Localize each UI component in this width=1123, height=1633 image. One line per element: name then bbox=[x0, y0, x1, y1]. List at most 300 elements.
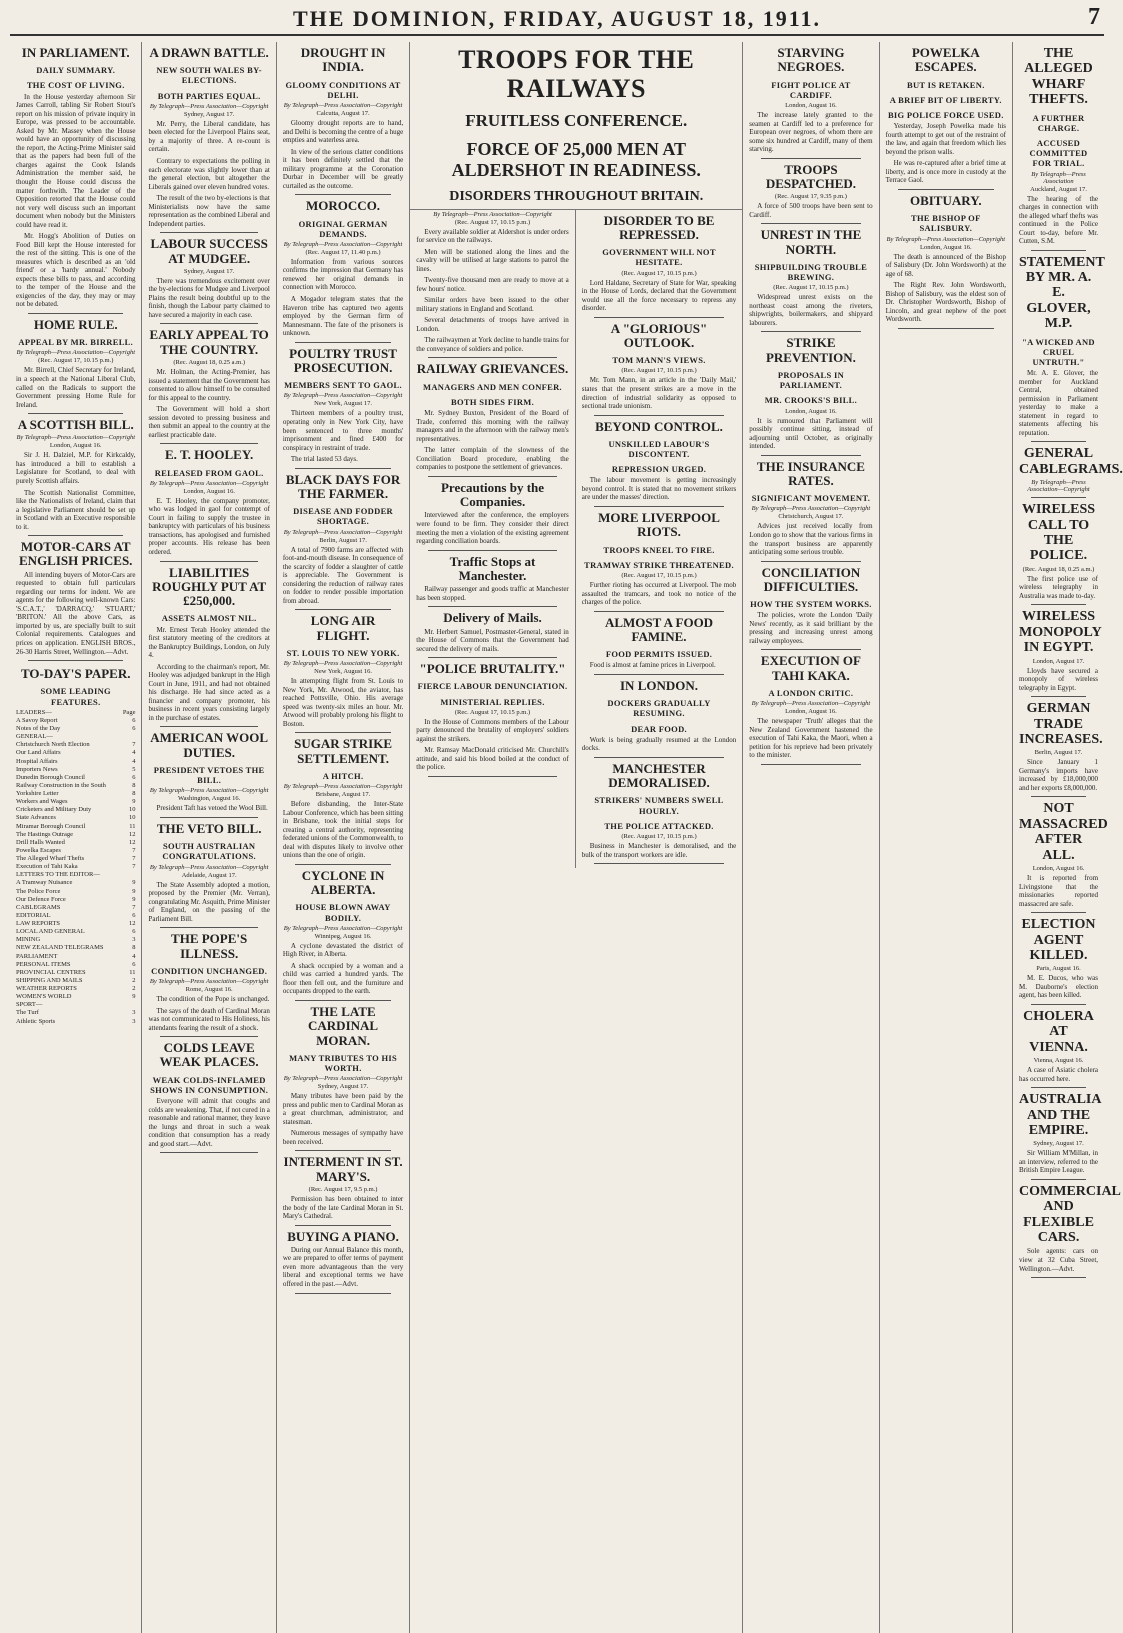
feature-item bbox=[16, 944, 135, 952]
article-paragraph: A force of 500 troops have been sent to Cardiff. bbox=[749, 202, 873, 219]
article-dateline: By Telegraph—Press Association—Copyright bbox=[886, 235, 1006, 243]
article-date: London, August 16. bbox=[183, 487, 235, 495]
article-date: Washington, August 16. bbox=[177, 795, 241, 803]
article bbox=[582, 679, 737, 758]
article-divider bbox=[594, 317, 725, 318]
article-divider bbox=[594, 506, 725, 507]
article-divider bbox=[295, 1225, 391, 1226]
feature-item bbox=[16, 993, 135, 1001]
feature-label: SHIPPING AND MAILS bbox=[16, 976, 83, 984]
feature-label: LEADERS— bbox=[16, 708, 52, 716]
article-divider bbox=[761, 223, 860, 224]
article-subheading: MANAGERS AND MEN CONFER. bbox=[423, 381, 562, 392]
feature-item bbox=[16, 758, 135, 766]
article bbox=[148, 822, 269, 928]
article-divider bbox=[761, 764, 860, 765]
banner-subhead-1: FRUITLESS CONFERENCE. bbox=[465, 111, 688, 131]
feature-label: A Tramway Nuisance bbox=[16, 879, 73, 887]
article-headline: COLDS LEAVE WEAK PLACES. bbox=[159, 1040, 259, 1070]
article-headline: INTERMENT IN ST. MARY'S. bbox=[283, 1154, 403, 1184]
article bbox=[283, 199, 403, 342]
banner-subhead-3: DISORDERS THROUGHOUT BRITAIN. bbox=[449, 188, 704, 204]
feature-label: The Turf bbox=[16, 1009, 39, 1017]
feature-item bbox=[16, 1018, 135, 1026]
article-paragraph: Mr. Perry, the Liberal candidate, has been elected for the Liverpool Plains seat, by a majority of three. A re-count is certain. bbox=[148, 119, 270, 154]
article-dateline: By Telegraph—Press Association—Copyright bbox=[149, 978, 269, 986]
feature-page: 6 bbox=[132, 928, 136, 936]
railway-feature-section bbox=[410, 42, 743, 1633]
article-date: New York, August 17. bbox=[314, 400, 372, 408]
article-subheading: UNSKILLED LABOUR'S DISCONTENT. bbox=[608, 438, 710, 460]
article-headline: AUSTRALIA AND THE EMPIRE. bbox=[1019, 1092, 1102, 1138]
article-divider bbox=[594, 415, 725, 416]
article-subheading: SHIPBUILDING TROUBLE BREWING. bbox=[754, 261, 868, 283]
article-paragraph: Mr. Sydney Buxton, President of the Board of Trade, conferred this morning with the railway managers and in the afternoon with the railway men's representatives. bbox=[416, 409, 569, 443]
feature-page: 3 bbox=[132, 1017, 136, 1025]
article-divider bbox=[428, 476, 557, 477]
feature-page: 8 bbox=[132, 781, 136, 789]
article bbox=[749, 336, 872, 455]
article-paragraph: In the House yesterday afternoon Sir James Carroll, tabling Sir Robert Stout's report on his mission of private inquiry in Europe, was pressed to be accountable. Asked by Mr. Massey when the House would have an opportunity of discussing the report, the Acting-Prime Minister said that as the papers had been full of the charges against the Cook Islands Administration the member said, he thought the House could discuss the matter forthwith. The Leader of the Opposition retorted that the House could not very well discuss such an important document when nobody but the Ministers could have read it. bbox=[16, 92, 136, 229]
feature-label: Yorkshire Letter bbox=[16, 790, 59, 797]
article-paragraph: E. T. Hooley, the company promoter, who was lodged in gaol for contempt of Court in failing to supply the trustee in bankruptcy with particulars of his business transactions, has apologised and furnished proper accounts. His release has been ordered. bbox=[148, 496, 270, 556]
article-subheading: WEAK COLDS-INFLAMED SHOWS IN CONSUMPTION. bbox=[150, 1074, 269, 1095]
article-paragraph: Mr. A. E. Glover, the member for Auckland Central, obtained permission in Parliament yesterday to make a statement in regard to statements affecting his reputation. bbox=[1019, 369, 1099, 437]
feature-page: 9 bbox=[132, 879, 136, 887]
article-date: (Rec. August 17, 9.35 p.m.) bbox=[774, 193, 847, 201]
article-paragraph: Yesterday, Joseph Powelka made his fourth attempt to get out of the restraint of the law, and again that freedom which lies beyond the prison walls. bbox=[885, 122, 1007, 156]
article-divider bbox=[898, 328, 994, 329]
feature-item bbox=[16, 928, 135, 936]
feature-label: LAW REPORTS bbox=[16, 920, 60, 927]
article-paragraph: The Right Rev. John Wordsworth, Bishop of Salisbury, was the eldest son of Dr. Christopher Wordsworth, Bishop of Lincoln, and great nephew of the poet Wordsworth. bbox=[885, 281, 1007, 324]
article-headline: TROOPS DESPATCHED. bbox=[765, 161, 857, 191]
article-divider bbox=[594, 674, 725, 675]
article bbox=[283, 1230, 403, 1294]
feature-page: 9 bbox=[132, 895, 136, 903]
article-divider bbox=[1031, 250, 1086, 251]
banner-subhead-2: FORCE OF 25,000 MEN AT ALDERSHOT IN READINESS. bbox=[451, 139, 701, 180]
feature-label: NEW ZEALAND TELEGRAMS bbox=[16, 944, 104, 952]
article-divider bbox=[1031, 441, 1086, 442]
article bbox=[283, 1005, 403, 1151]
article-subheading: ST. LOUIS TO NEW YORK. bbox=[286, 647, 400, 658]
railway-left-column bbox=[410, 210, 576, 868]
article bbox=[886, 194, 1006, 329]
article-headline: A "GLORIOUS" OUTLOOK. bbox=[610, 320, 708, 350]
article-dateline: By Telegraph—Press Association—Copyright bbox=[283, 660, 403, 668]
article-headline: GERMAN TRADE INCREASES. bbox=[1019, 701, 1103, 747]
article-date: Sydney, August 17. bbox=[1033, 1140, 1084, 1148]
article-dateline: By Telegraph—Press Association—Copyright bbox=[283, 924, 403, 932]
article bbox=[148, 1041, 269, 1153]
article-paragraph: It is rumoured that Parliament will possibly continue sitting, instead of adjourning until October, as originally intended. bbox=[749, 416, 873, 451]
column-3 bbox=[277, 42, 410, 1633]
article-paragraph: It is reported from Livingstone that the missionaries reported massacred are safe. bbox=[1019, 874, 1099, 908]
feature-page: 7 bbox=[132, 846, 136, 854]
article-headline: NOT MASSACRED AFTER ALL. bbox=[1019, 801, 1108, 863]
article-date: London, August 16. bbox=[785, 101, 837, 109]
article-divider bbox=[428, 776, 557, 777]
article-date: London, August 16. bbox=[49, 442, 102, 450]
article bbox=[283, 737, 403, 865]
article-paragraph: Permission has been obtained to inter the body of the late Cardinal Moran in St. Mary's Cathedral. bbox=[282, 1195, 404, 1221]
article-date: (Rec. August 17, 10.15 p.m.) bbox=[621, 367, 697, 375]
article-date: London, August 16. bbox=[919, 243, 972, 251]
article-paragraph: Advices just received locally from London go to show that the various firms in the transport business are apparently anticipating some serious trouble. bbox=[749, 522, 873, 557]
article-subheading: BOTH SIDES FIRM. bbox=[451, 396, 534, 407]
feature-label: WEATHER REPORTS bbox=[16, 985, 77, 992]
masthead-title: THE DOMINION, FRIDAY, AUGUST 18, 1911. bbox=[292, 6, 822, 31]
article-paragraph: Thirteen members of a poultry trust, operating only in New York City, have been sentenced to three months' imprisonment and fined £400 for conspiracy in restraint of trade. bbox=[282, 409, 404, 452]
article-subheading: THE COST OF LIVING. bbox=[26, 80, 125, 91]
article bbox=[582, 420, 737, 507]
article bbox=[1019, 1092, 1102, 1180]
article-paragraph: The death is announced of the Bishop of Salisbury (Dr. John Wordsworth) at the age of 68. bbox=[885, 252, 1007, 278]
article-date: (Rec. August 17, 10.15 p.m.) bbox=[621, 269, 697, 277]
article-paragraph: Sir J. H. Dalziel, M.P. for Kirkcaldy, has introduced a bill to establish a Legislature for Scotland, to deal with purely Scottish affairs. bbox=[16, 451, 136, 485]
article-dateline: By Telegraph—Press Association—Copyright bbox=[149, 479, 269, 487]
article-paragraph: M. E. Ducos, who was M. Dauborne's election agent, has been killed. bbox=[1019, 974, 1099, 1000]
feature-page: Page bbox=[122, 708, 136, 716]
article-divider bbox=[1031, 604, 1086, 605]
article-headline: HOME RULE. bbox=[33, 316, 118, 332]
article-paragraph: Information from various sources confirms the impression that Germany has renewed her original demands in connection with Morocco. bbox=[282, 257, 404, 292]
article-paragraph: Interviewed after the conference, the employers were found to be firm. They consider their direct meeting the men a violation of the existing agreement regarding conciliation boards. bbox=[416, 511, 569, 546]
feature-item bbox=[16, 969, 135, 977]
article-headline: LIABILITIES ROUGHLY PUT AT £250,000. bbox=[152, 564, 267, 609]
column-8 bbox=[1013, 42, 1123, 1633]
article bbox=[886, 46, 1006, 190]
feature-label: Notes of the Day bbox=[16, 725, 61, 732]
column-1 bbox=[10, 42, 142, 1633]
article-subheading: FIGHT POLICE AT CARDIFF. bbox=[771, 79, 851, 100]
article-subheading: MINISTERIAL REPLIES. bbox=[440, 696, 545, 707]
article-divider bbox=[28, 313, 123, 314]
article-subheading: MEMBERS SENT TO GAOL. bbox=[284, 380, 402, 391]
article-headline: RAILWAY GRIEVANCES. bbox=[416, 361, 569, 377]
feature-label: LETTERS TO THE EDITOR— bbox=[16, 871, 100, 879]
article bbox=[749, 654, 872, 764]
article-date: Calcutta, August 17. bbox=[316, 109, 370, 117]
feature-page: 7 bbox=[132, 903, 136, 911]
article-paragraph: The policies, wrote the London 'Daily News' recently, as it said brilliant by the pressing and increasing unrest among railway employees. bbox=[749, 611, 873, 645]
article-divider bbox=[160, 1036, 257, 1037]
feature-item bbox=[16, 871, 135, 879]
feature-item bbox=[16, 855, 135, 863]
article-paragraph: Numerous messages of sympathy have been received. bbox=[282, 1129, 404, 1146]
article-divider bbox=[160, 817, 257, 818]
article-headline: GENERAL CABLEGRAMS. bbox=[1019, 446, 1123, 477]
feature-page: 4 bbox=[132, 757, 136, 765]
article-divider bbox=[295, 1293, 391, 1294]
article-subheading: PRESIDENT VETOES THE BILL. bbox=[153, 765, 265, 786]
article-divider bbox=[898, 189, 994, 190]
article-headline: THE ALLEGED WHARF THEFTS. bbox=[1024, 46, 1093, 108]
article-divider bbox=[761, 455, 860, 456]
article bbox=[1019, 46, 1098, 251]
article-divider bbox=[28, 535, 123, 536]
article-divider bbox=[160, 927, 257, 928]
article bbox=[1019, 801, 1108, 913]
features-subheading: SOME LEADING FEATURES. bbox=[40, 686, 111, 707]
article-date: (Rec. August 17, 10.15 p.m.) bbox=[621, 571, 697, 579]
article-dateline: By Telegraph—Press Association—Copyright bbox=[283, 783, 403, 791]
feature-label: Christchurch North Election bbox=[16, 741, 90, 749]
railway-right-column bbox=[576, 210, 743, 868]
masthead bbox=[10, 0, 1104, 36]
column-3-articles bbox=[283, 46, 403, 1294]
article bbox=[148, 46, 269, 233]
article-paragraph: Mr. Hogg's Abolition of Duties on Food Bill kept the House interested for the rest of the sitting. This is one of the measures which is described as an 'old friend' or a 'hardy annual.' Nobody expects these bills to pass, and according to the temper of the House and the exigencies of the day, they may or may not be debated. bbox=[16, 232, 136, 309]
article-divider bbox=[160, 323, 257, 324]
feature-label: Workers and Wages bbox=[16, 798, 68, 806]
feature-label: Miramar Borough Council bbox=[16, 822, 86, 830]
feature-page: 11 bbox=[129, 822, 136, 830]
article-divider bbox=[160, 561, 257, 562]
feature-page: 12 bbox=[128, 920, 136, 927]
columns bbox=[10, 42, 1123, 1633]
article-divider bbox=[295, 732, 391, 733]
feature-item bbox=[16, 920, 135, 928]
feature-item bbox=[16, 774, 135, 782]
feature-page: 9 bbox=[132, 887, 136, 895]
article-paragraph: A total of 7900 farms are affected with foot-and-mouth disease. In consequence of the scarcity of fodder a slaughter of cattle is appreciable. The Government is considering the reduction of railway rates on fodder to render possible importation from abroad. bbox=[282, 545, 404, 605]
feature-item bbox=[16, 1001, 135, 1009]
article-paragraph: The labour movement is getting increasingly beyond control. It is stated that no movement strikers are under the masses' direction. bbox=[581, 476, 737, 502]
article-dateline: By Telegraph—Press Association—Copyright bbox=[283, 528, 403, 536]
article-paragraph: The condition of the Pope is unchanged. bbox=[156, 995, 270, 1004]
feature-item bbox=[16, 831, 135, 839]
article-subheading: FOOD PERMITS ISSUED. bbox=[605, 649, 713, 660]
article-dateline: By Telegraph—Press Association—Copyright bbox=[433, 210, 552, 218]
feature-page: 6 bbox=[132, 725, 136, 732]
feature-item bbox=[16, 896, 135, 904]
article-subheading: MANY TRIBUTES TO HIS WORTH. bbox=[289, 1052, 398, 1074]
article-headline: A SCOTTISH BILL. bbox=[17, 417, 134, 433]
feature-label: State Advances bbox=[16, 814, 56, 822]
article bbox=[1019, 1009, 1098, 1088]
article-headline: MORE LIVERPOOL RIOTS. bbox=[598, 510, 720, 540]
feature-item bbox=[16, 977, 135, 985]
article-headline: THE LATE CARDINAL MORAN. bbox=[308, 1003, 379, 1048]
article-subheading: "A WICKED AND CRUEL UNTRUTH." bbox=[1022, 336, 1095, 368]
article-date: Brisbane, August 17. bbox=[315, 791, 371, 799]
article-date: (Rec. August 18, 0.25 a.m.) bbox=[1022, 565, 1095, 573]
feature-item bbox=[16, 798, 135, 806]
article bbox=[1019, 701, 1103, 797]
article-date: (Rec. August 17, 9.5 p.m.) bbox=[308, 1186, 378, 1193]
railway-right-articles bbox=[582, 214, 737, 864]
article-headline: EARLY APPEAL TO THE COUNTRY. bbox=[149, 327, 269, 357]
article-subheading: DAILY SUMMARY. bbox=[36, 65, 116, 76]
feature-label: Execution of Tahi Kaka bbox=[16, 863, 78, 871]
article bbox=[582, 511, 737, 612]
feature-page: 8 bbox=[132, 790, 136, 797]
article-dateline: By Telegraph—Press Association—Copyright bbox=[283, 101, 403, 109]
article-dateline: By Telegraph—Press Association bbox=[1031, 170, 1086, 185]
article-subheading: TOM MANN'S VIEWS. bbox=[612, 355, 706, 366]
article-date: Berlin, August 17. bbox=[1034, 749, 1083, 757]
article-paragraph: He was re-captured after a brief time at liberty, and is once more in custody at the Terrace Gaol. bbox=[885, 159, 1007, 185]
article-paragraph: Men will be stationed along the lines and the cavalry will be utilised at large stations to patrol the lines. bbox=[416, 247, 569, 273]
article-paragraph: All intending buyers of Motor-Cars are requested to obtain full particulars regarding our terms for indent. We are agents for the following well-known Cars: 'S.C.A.T.,' 'DARRACQ,' 'STUART,' 'BRITON.' All the above Cars, as imported by us, are specially built to suit Colonial requirements. Catalogues and prices on application. ENGLISH BROS., 26-30 Harris Street, Wellington.—Advt. bbox=[16, 570, 136, 656]
feature-page: 6 bbox=[132, 960, 136, 968]
article-paragraph: Sir William M'Millan, in an interview, referred to the British Empire League. bbox=[1019, 1149, 1099, 1175]
article-headline: THE VETO BILL. bbox=[156, 820, 262, 836]
article-headline: OBITUARY. bbox=[909, 192, 982, 208]
article-date: London, August 16. bbox=[785, 708, 837, 716]
feature-page: 6 bbox=[132, 911, 136, 919]
feature-page: 10 bbox=[128, 814, 136, 822]
article-paragraph: Further rioting has occurred at Liverpool. The mob assaulted the tramcars, and took no notice of the charges of the police. bbox=[581, 580, 737, 607]
article bbox=[749, 566, 872, 651]
feature-item bbox=[16, 823, 135, 831]
feature-page: 5 bbox=[132, 765, 136, 773]
feature-label: WOMEN'S WORLD bbox=[16, 993, 72, 1001]
feature-label: Our Defence Force bbox=[16, 895, 66, 903]
article bbox=[148, 932, 269, 1037]
article-paragraph: President Taft has vetoed the Wool Bill. bbox=[156, 804, 268, 813]
article-date: New York, August 16. bbox=[314, 668, 372, 676]
article-subheading: GOVERNMENT WILL NOT HESITATE. bbox=[602, 247, 716, 268]
feature-item bbox=[16, 814, 135, 822]
article-paragraph: Lord Haldane, Secretary of State for War, speaking in the House of Lords, declared that the Government would use all the force necessary to repress any disorder. bbox=[581, 278, 737, 313]
article-subheading: BOTH PARTIES EQUAL. bbox=[157, 90, 261, 101]
article-paragraph: Several detachments of troops have arrived in London. bbox=[416, 316, 569, 333]
article-divider bbox=[295, 1150, 391, 1151]
article-date: Sydney, August 17. bbox=[183, 110, 235, 118]
feature-page: 8 bbox=[132, 944, 136, 952]
feature-label: Dunedin Borough Council bbox=[16, 773, 85, 781]
article bbox=[749, 460, 872, 562]
article-date: Auckland, August 17. bbox=[1030, 185, 1087, 193]
article-headline: "POLICE BRUTALITY." bbox=[419, 661, 566, 677]
article-date: London, August 17. bbox=[1032, 657, 1085, 665]
article-paragraph: Every available soldier at Aldershot is under orders for service on the railways. bbox=[416, 227, 569, 245]
article-paragraph: Widespread unrest exists on the northeast coast among the riveters, shipwrights, boilermakers, and shipyard labourers. bbox=[749, 293, 873, 327]
article bbox=[582, 762, 737, 864]
page-number: 7 bbox=[1088, 4, 1100, 30]
feature-page: 3 bbox=[132, 1009, 136, 1017]
article-dateline: By Telegraph—Press Association—Copyright bbox=[751, 700, 871, 708]
article-date: (Rec. August 17, 10.15 p.m.) bbox=[38, 357, 114, 365]
feature-label: EDITORIAL bbox=[16, 911, 51, 919]
feature-label: A Savoy Report bbox=[16, 716, 58, 724]
article-date: (Rec. August 17, 11.40 p.m.) bbox=[305, 248, 381, 256]
article-headline: WIRELESS CALL TO THE POLICE. bbox=[1021, 502, 1096, 564]
article-paragraph: Mr. Herbert Samuel, Postmaster-General, stated in the House of Commons that the Government had secured the delivery of mails. bbox=[416, 627, 569, 653]
article-paragraph: The hearing of the charges in connection with the alleged wharf thefts was continued in the Police Court to-day, before Mr. Cutten, S.M. bbox=[1019, 194, 1099, 246]
article-paragraph: In the House of Commons members of the Labour party denounced the brutality of employers' soldiers against the strikers. bbox=[416, 717, 569, 743]
article-paragraph: A cyclone devastated the district of High River, in Alberta. bbox=[282, 941, 404, 959]
article-divider bbox=[1031, 1277, 1086, 1278]
railway-banner bbox=[410, 42, 742, 210]
article-headline: IN LONDON. bbox=[620, 677, 699, 693]
article-headline: DISORDER TO BE REPRESSED. bbox=[603, 212, 715, 242]
article-date: Sydney, August 17. bbox=[183, 267, 235, 275]
feature-page: 2 bbox=[132, 985, 136, 992]
article-paragraph: Similar orders have been issued to the other military stations in England and Scotland. bbox=[416, 296, 569, 313]
feature-page: 11 bbox=[129, 968, 136, 976]
article bbox=[416, 662, 569, 777]
article-date: London, August 16. bbox=[1032, 865, 1085, 873]
article-paragraph: Work is being gradually resumed at the London docks. bbox=[581, 735, 737, 753]
article-divider bbox=[28, 660, 123, 661]
article-subheading: THE BISHOP OF SALISBURY. bbox=[911, 213, 981, 234]
article-divider bbox=[295, 1000, 391, 1001]
article-subheading: A HITCH. bbox=[322, 770, 364, 781]
article-date: (Rec. August 18, 0.25 a.m.) bbox=[173, 359, 245, 367]
feature-item bbox=[16, 766, 135, 774]
article-subheading: ACCUSED COMMITTED FOR TRIAL. bbox=[1029, 137, 1088, 169]
feature-label: Drill Halls Wanted bbox=[16, 838, 65, 846]
feature-label: Our Land Affairs bbox=[16, 749, 61, 757]
article-paragraph: The State Assembly adopted a motion, proposed by the Premier (Mr. Verran), congratulating Mr. Asquith, Prime Minister of England, on the passing of the Parliament Bill. bbox=[148, 880, 270, 923]
article-dateline: By Telegraph—Press Association—Copyright bbox=[283, 1075, 403, 1083]
feature-label: Powelka Escapes bbox=[16, 846, 61, 854]
article-divider bbox=[594, 757, 725, 758]
article-paragraph: The newspaper 'Truth' alleges that the New Zealand Government hastened the execution of Tahi Kaka, the Maori, when a petition for his reprieve had been privately to the minister. bbox=[749, 717, 873, 760]
article-subheading: DISEASE AND FODDER SHORTAGE. bbox=[293, 506, 393, 527]
article-paragraph: Gloomy drought reports are to hand, and Delhi is becoming the centre of a huge empties and waterless area. bbox=[282, 118, 404, 145]
feature-label: MINING bbox=[16, 936, 41, 944]
article bbox=[16, 418, 135, 536]
article-date: Berlin, August 17. bbox=[319, 536, 367, 544]
article-headline: MANCHESTER DEMORALISED. bbox=[608, 760, 710, 791]
article-paragraph: The result of the two by-elections is that Ministerialists now have the same representation as the combined Liberal and Independent parties. bbox=[148, 194, 270, 228]
article-date: (Rec. August 17, 10.15 p.m.) bbox=[454, 708, 531, 716]
article-headline: POWELKA ESCAPES. bbox=[911, 45, 980, 75]
article-subheading: HOUSE BLOWN AWAY BODILY. bbox=[295, 902, 391, 923]
feature-page: 3 bbox=[132, 936, 136, 944]
feature-item bbox=[16, 782, 135, 790]
article-subheading: RELEASED FROM GAOL. bbox=[154, 467, 264, 478]
article-headline: STRIKE PREVENTION. bbox=[765, 335, 856, 365]
article-date: London, August 16. bbox=[785, 407, 837, 415]
article-headline: COMMERCIAL AND FLEXIBLE CARS. bbox=[1019, 1183, 1121, 1246]
article-divider bbox=[295, 609, 391, 610]
article-headline: AMERICAN WOOL DUTIES. bbox=[150, 730, 269, 760]
article-headline: MOTOR-CARS AT ENGLISH PRICES. bbox=[19, 539, 133, 569]
article-divider bbox=[1031, 1179, 1086, 1180]
article-paragraph: According to the chairman's report, Mr. Hooley was adjudged bankrupt in the High Court in June, 1911, and had not obtained his discharge. He had since acted as a financier and company promoter, his business in recent years consisting largely in the purchase of estates. bbox=[148, 662, 270, 722]
feature-label: Hospital Affairs bbox=[16, 757, 58, 765]
article-divider bbox=[1031, 1087, 1086, 1088]
feature-page: 2 bbox=[132, 976, 136, 984]
article-dateline: By Telegraph—Press Association—Copyright bbox=[283, 240, 403, 248]
article-subheading: A BRIEF BIT OF LIBERTY. bbox=[889, 94, 1002, 105]
article-headline: CYCLONE IN ALBERTA. bbox=[301, 867, 385, 898]
article-date: (Rec. August 17, 10.15 p.m.) bbox=[621, 832, 697, 840]
article-subheading: FIERCE LABOUR DENUNCIATION. bbox=[417, 681, 568, 692]
column-8-articles bbox=[1019, 46, 1123, 1278]
feature-item bbox=[16, 953, 135, 961]
article bbox=[148, 237, 269, 324]
article-divider bbox=[1031, 912, 1086, 913]
article-subheading: NEW SOUTH WALES BY-ELECTIONS. bbox=[156, 65, 262, 86]
article-paragraph: The railwaymen at York decline to handle trains for the conveyance of soldiers and police. bbox=[416, 336, 569, 353]
article bbox=[416, 611, 569, 658]
feature-item bbox=[16, 985, 135, 993]
article-divider bbox=[295, 864, 391, 865]
article bbox=[1019, 446, 1123, 498]
article-subheading: STRIKERS' NUMBERS SWELL HOURLY. bbox=[594, 795, 724, 816]
article-headline: Delivery of Mails. bbox=[443, 610, 542, 626]
article-date: Christchurch, August 17. bbox=[778, 513, 844, 521]
article-paragraph: The latter complain of the slowness of the Conciliation Board procedure, enabling the companies to postpone the settlement of grievances. bbox=[416, 446, 569, 472]
article bbox=[148, 731, 269, 818]
